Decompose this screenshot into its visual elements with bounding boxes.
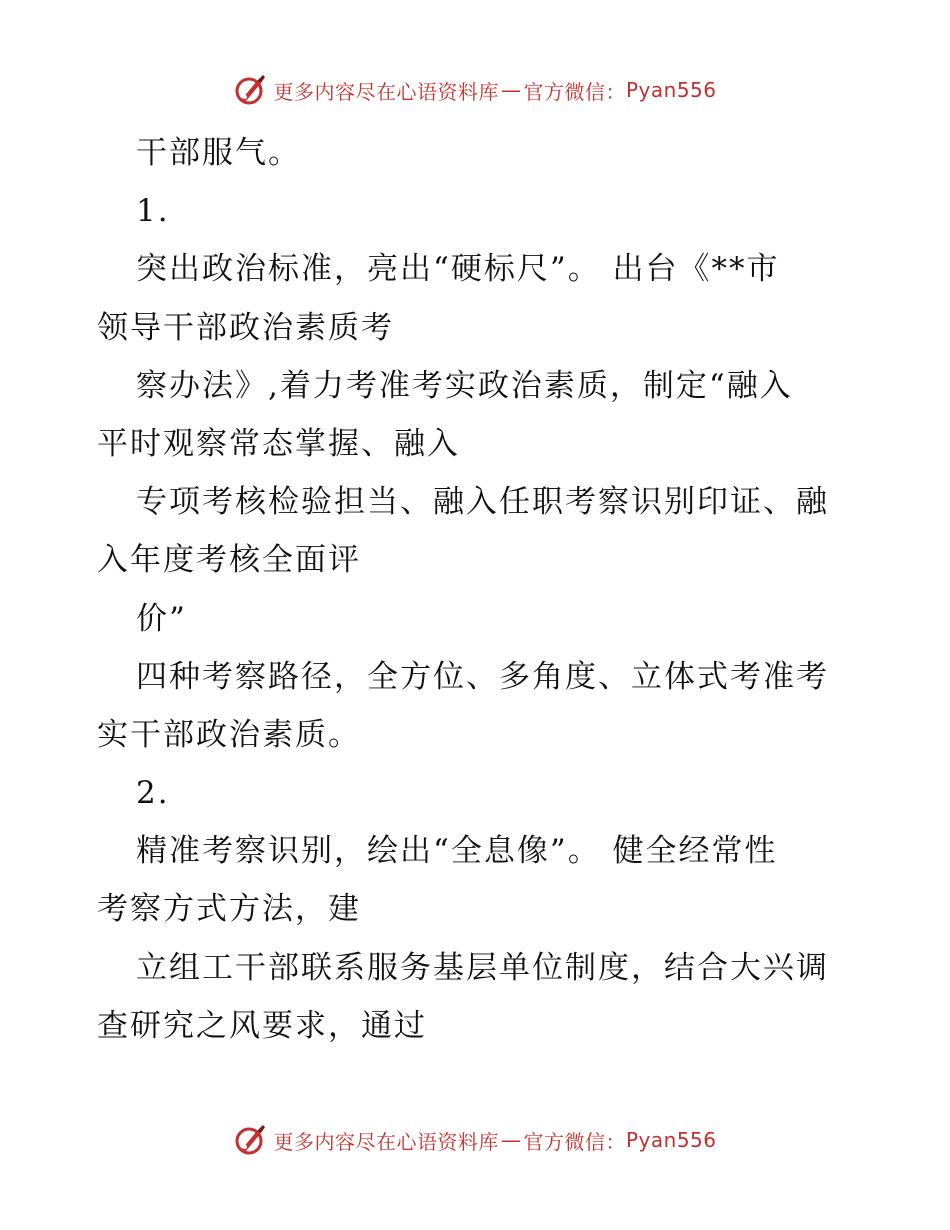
text-line: 价” [136,600,187,637]
watermark-text: 更多内容尽在心语资料库 [273,1129,499,1154]
text-line: 精准考察识别，绘出“全息像”。 健全经常性 [136,833,778,870]
text-line: 干部服气。 [136,135,301,171]
pen-logo-icon [233,1123,267,1157]
text-line: 立组工干部联系服务基层单位制度，结合大兴调 [136,949,829,986]
text-line: 查研究之风要求，通过 [97,1007,427,1044]
watermark-separator: — [500,78,522,102]
text-line: 察办法》,着力考准考实政治素质，制定“融入 [136,367,793,404]
text-line: 考察方式方法，建 [97,891,361,928]
watermark-separator: — [500,1128,522,1152]
document-body [97,124,857,1055]
text-line: 突出政治标准，亮出“硬标尺”。 出台《**市 [136,251,780,288]
text-line: 实干部政治素质。 [97,716,361,753]
text-line: 四种考察路径，全方位、多角度、立体式考准考 [136,658,829,695]
text-line: 平时观察常态掌握、融入 [97,425,460,462]
footer-watermark [0,1120,950,1160]
section-number: 1. [136,193,170,230]
text-line: 专项考核检验担当、融入任职考察识别印证、融 [136,484,829,521]
watermark-label: 官方微信： [523,79,626,104]
section-number: 2. [136,775,170,812]
watermark-handle: Pyan556 [625,78,717,102]
text-line: 入年度考核全面评 [97,542,361,579]
watermark-handle: Pyan556 [625,1128,717,1152]
watermark-label: 官方微信： [523,1129,626,1154]
text-line: 领导干部政治素质考 [97,309,394,346]
watermark-text: 更多内容尽在心语资料库 [273,79,499,104]
header-watermark [0,70,950,110]
pen-logo-icon [233,73,267,107]
